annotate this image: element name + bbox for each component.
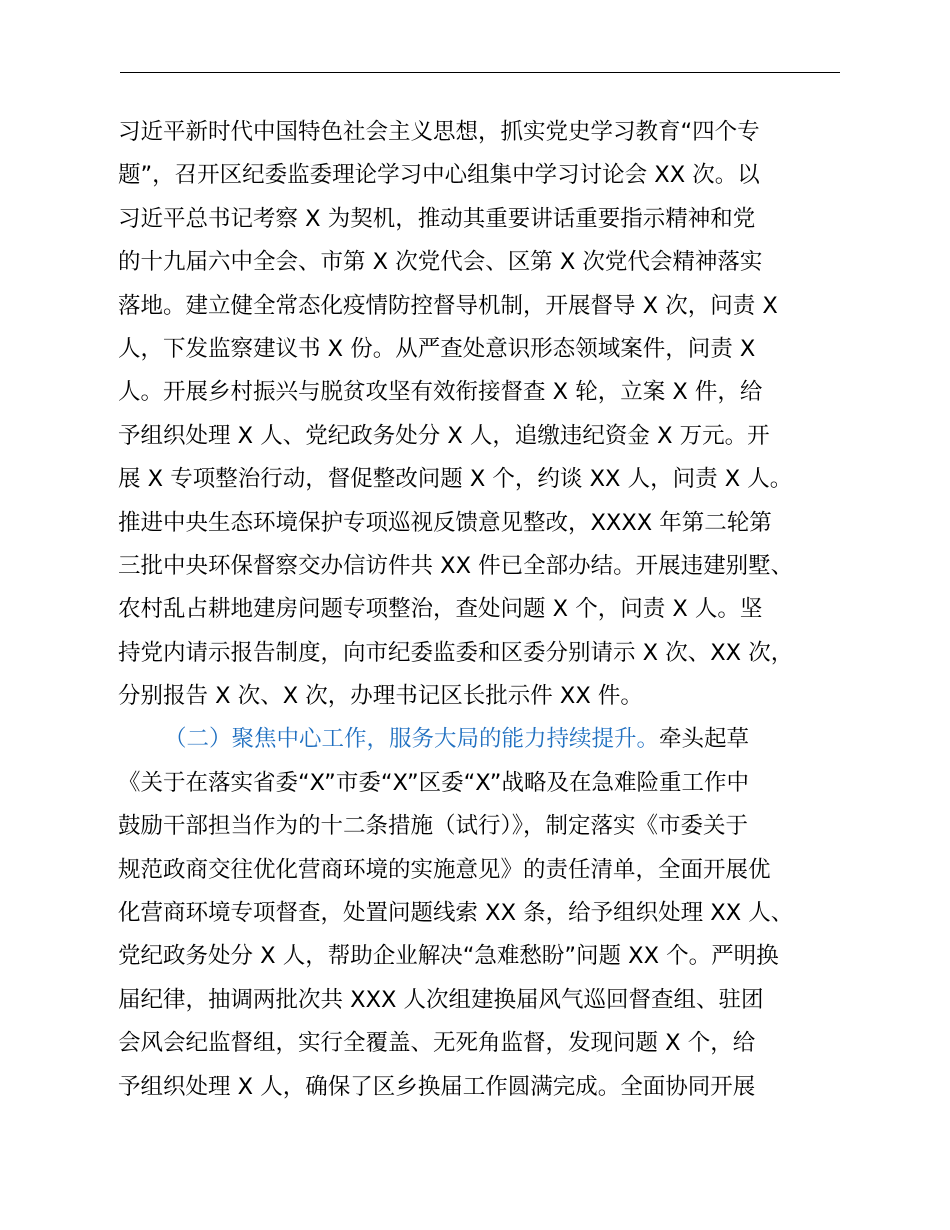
paragraph-line: 会风会纪监督组，实行全覆盖、无死角监督，发现问题 X 个，给 bbox=[118, 1030, 756, 1057]
paragraph-line: 予组织处理 X 人，确保了区乡换届工作圆满完成。全面协同开展 bbox=[118, 1073, 756, 1100]
paragraph-line: 三批中央环保督察交办信访件共 XX 件已全部办结。开展违建别墅、 bbox=[118, 552, 794, 579]
paragraph-line: 化营商环境专项督查，处置问题线索 XX 条，给予组织处理 XX 人、 bbox=[118, 900, 794, 927]
paragraph-line: 届纪律，抽调两批次共 XXX 人次组建换届风气巡回督查组、驻团 bbox=[118, 986, 764, 1013]
paragraph-line: 人。开展乡村振兴与脱贫攻坚有效衔接督查 X 轮，立案 X 件，给 bbox=[118, 379, 763, 406]
paragraph-line: 题”，召开区纪委监委理论学习中心组集中学习讨论会 XX 次。以 bbox=[118, 162, 760, 189]
paragraph-line: 习近平总书记考察 X 为契机，推动其重要讲话重要指示精神和党 bbox=[118, 205, 756, 232]
paragraph-line: 的十九届六中全会、市第 X 次党代会、区第 X 次党代会精神落实 bbox=[118, 249, 763, 276]
paragraph-line: 持党内请示报告制度，向市纪委监委和区委分别请示 X 次、XX 次， bbox=[118, 639, 794, 666]
paragraph-line: 人，下发监察建议书 X 份。从严查处意识形态领域案件，问责 X bbox=[118, 335, 756, 362]
paragraph-line: 予组织处理 X 人、党纪政务处分 X 人，追缴违纪资金 X 万元。开 bbox=[118, 422, 770, 449]
paragraph-line: 《关于在落实省委“X”市委“X”区委“X”战略及在急难险重工作中 bbox=[118, 769, 749, 796]
paragraph-line: 鼓励干部担当作为的十二条措施（试行）》，制定落实《市委关于 bbox=[118, 813, 749, 840]
paragraph-line: 党纪政务处分 X 人，帮助企业解决“急难愁盼”问题 XX 个。严明换 bbox=[118, 943, 779, 970]
paragraph-line: 推进中央生态环境保护专项巡视反馈意见整改，XXXX 年第二轮第 bbox=[118, 509, 772, 536]
paragraph-line: 习近平新时代中国特色社会主义思想，抓实党史学习教育“四个专 bbox=[118, 119, 760, 145]
section-heading-tail: 牵头起草 bbox=[659, 726, 750, 753]
paragraph-line: 展 X 专项整治行动，督促整改问题 X 个，约谈 XX 人，问责 X 人。 bbox=[118, 466, 793, 493]
section-heading: （二）聚焦中心工作，服务大局的能力持续提升。 bbox=[164, 726, 660, 753]
paragraph-line: 农村乱占耕地建房问题专项整治，查处问题 X 个，问责 X 人。坚 bbox=[118, 596, 763, 623]
paragraph-line: 落地。建立健全常态化疫情防控督导机制，开展督导 X 次，问责 X bbox=[118, 292, 778, 319]
section-heading-line bbox=[118, 718, 863, 761]
paragraph-line: 规范政商交往优化营商环境的实施意见》的责任清单，全面开展优 bbox=[118, 856, 771, 883]
header-rule bbox=[120, 72, 840, 73]
document-body bbox=[118, 111, 863, 1109]
paragraph-line: 分别报告 X 次、X 次，办理书记区长批示件 XX 件。 bbox=[118, 683, 643, 710]
